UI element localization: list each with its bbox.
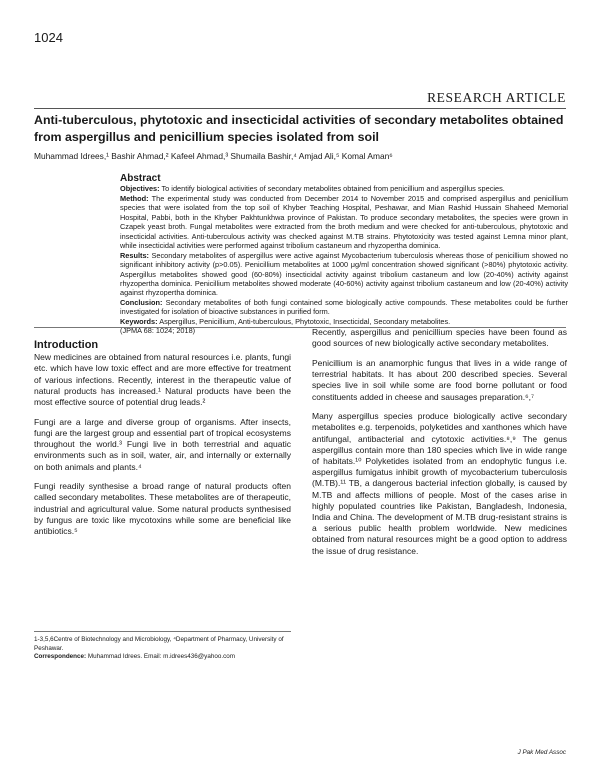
abstract	[120, 171, 568, 336]
abstract-results	[120, 251, 568, 298]
abstract-objectives	[120, 184, 568, 193]
conclusion-text: Secondary metabolites of both fungi contained some biologically active compounds. These metabolites could be further investigated for isolation of bioactive substances in purified form.	[120, 297, 568, 317]
introduction-heading: Introduction	[34, 339, 99, 351]
intro-paragraph: Fungi are a large and diverse group of organisms. After insects, fungi are the largest group and essential part of tropical ecosystems throughout the world.³ Fungi live in both terrestrial and aquatic environments such as in soil, water, air, and internally or externally on both animals and plants.⁴	[34, 416, 291, 472]
abstract-method	[120, 194, 568, 251]
conclusion-label: Conclusion:	[120, 297, 163, 307]
body-paragraph: Penicillium is an anamorphic fungus that lives in a wide range of terrestrial habitats. It has about 200 described species. Several species live in soil while some are food borne pollutant or food constituents added in cheese and sausages preparation.⁶,⁷	[312, 357, 567, 402]
left-column	[34, 340, 291, 546]
body-paragraph: Recently, aspergillus and penicillium species have been found as good sources of new biologically active secondary metabolites.	[312, 327, 567, 349]
body-paragraph: Many aspergillus species produce biologically active secondary metabolites e.g. terpenoids, polyketides and xanthones which have antifungal, antibacterial and cytotoxic activities.⁸,⁹ The genus aspergillus contain more than 180 species which live in wide range of habitats.¹⁰ Polyketides isolated from an endophytic fungus i.e. aspergillus fumigatus inhibit growth of mycobacterium tuberculosis (M.TB).¹¹ TB, a dangerous bacterial infection globally, is caused by M.TB and affects millions of people. Most of the cases arise in highly populated countries like Pakistan, Bangladesh, Indonesia, India and China. The development of M.TB drug-resistant strains is a serious public health problem worldwide. New medicines obtained from natural resources might be a good option to address the issue of drug resistance.	[312, 411, 567, 556]
keywords-label: Keywords:	[120, 316, 158, 326]
intro-paragraph: Fungi readily synthesise a broad range of natural products often called secondary metabolites. These metabolites are of therapeutic, industrial and agricultural value. Some natural products synthesised by fungus are toxic like mycotoxins while some are beneficial like antibiotics.⁵	[34, 481, 291, 537]
article-title: Anti-tuberculous, phytotoxic and insecticidal activities of secondary metabolites obtained from aspergillus and penicillium species isolated from soil	[34, 113, 564, 144]
method-text: The experimental study was conducted from December 2014 to November 2015 and comprised aspergillus and penicillium species that were isolated from the top soil of Khyber Teaching Hospital, Peshawar, and Mian Rashid Hussain Shaheed Memorial Hospital, Pabbi, both in the Khyber Pakhtunkhwa province of Pakistan. To produce secondary metabolites, the species were grown in Czapek yeast broth. Fungal metabolites were extracted from the broth medium and were checked for anti-tuberculous, phytotoxic and insecticidal activities. Anti-tuberculous activity was checked against M.TB strains. Phytotoxicity was tested against Lemna minor plant, while insecticidal activities were performed against tribolium castaneum and rhyzopertha dominica.	[120, 193, 568, 251]
journal-footer: J Pak Med Assoc	[517, 749, 566, 756]
affiliation-note: 1-3,5,6Centre of Biotechnology and Microbiology, ⁴Department of Pharmacy, University of Peshawar.	[34, 636, 284, 652]
abstract-keywords	[120, 317, 568, 326]
footnote	[34, 631, 291, 662]
author-list: Muhammad Idrees,¹ Bashir Ahmad,² Kafeel Ahmad,³ Shumaila Bashir,⁴ Amjad Ali,⁵ Komal Aman⁶	[34, 151, 393, 161]
results-text: Secondary metabolites of aspergillus were active against Mycobacterium tuberculosis whereas those of penicillium showed no significant inhibitory activity (p>0.05). Penicillium metabolites at 1000 μg/ml concentration showed significant (>80%) phytotoxic activity. Aspergillus metabolites showed good (60-80%) insecticidal activity against tribolium castaneum and low (20-40%) activity against rhyzopertha dominica. Penicillium metabolites showed moderate (40-60%) activity against tribolium castaneum and low (20-40%) activity against rhyzopertha dominica.	[120, 250, 569, 298]
correspondence-email[interactable]: Muhammad Idrees. Email: m.idrees436@yahoo.com	[87, 653, 235, 661]
intro-paragraph: New medicines are obtained from natural resources i.e. plants, fungi etc. which have low toxic effect and are more effective for treatment of various infections. Recently, interest in the therapeutic value of natural products has increased.¹ Natural products have been the most effective source of potential drug leads.²	[34, 352, 291, 408]
keywords-text: Aspergillus, Penicillium, Anti-tuberculous, Phytotoxic, Insecticidal, Secondary metabolites.	[159, 316, 451, 326]
abstract-citation: (JPMA 68: 1024; 2018)	[120, 326, 196, 336]
objectives-text: To identify biological activities of secondary metabolites obtained from penicillium and aspergillus species.	[161, 184, 505, 194]
correspondence-label: Correspondence:	[34, 653, 87, 661]
results-label: Results:	[120, 250, 149, 260]
correspondence-note	[34, 653, 291, 662]
abstract-heading: Abstract	[120, 173, 161, 184]
page-number: 1024	[34, 30, 63, 45]
right-column	[312, 327, 567, 565]
abstract-conclusion	[120, 298, 568, 317]
method-label: Method:	[120, 193, 149, 203]
section-label: RESEARCH ARTICLE	[427, 90, 566, 105]
objectives-label: Objectives:	[120, 184, 160, 194]
header-rule	[34, 108, 566, 109]
